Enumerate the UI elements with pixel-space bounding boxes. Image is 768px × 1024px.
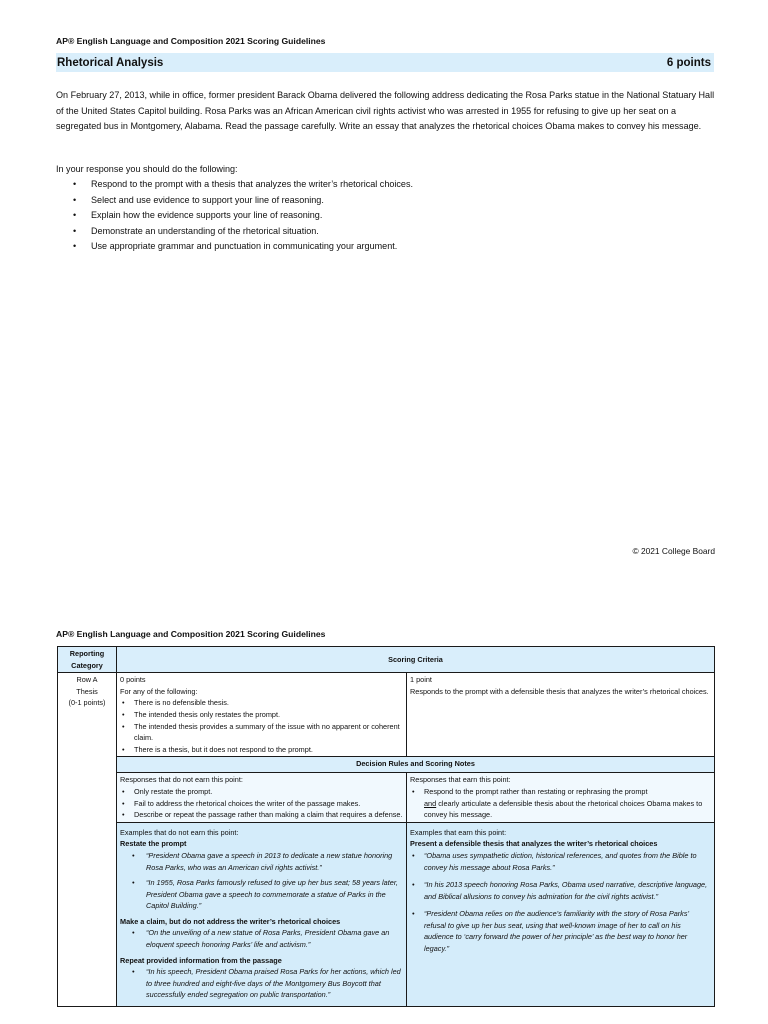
present-heading: Present a defensible thesis that analyzes the writer’s rhetorical choices [410,839,658,849]
ex-earn-heading: Examples that earn this point: [410,827,507,837]
repeat-heading: Repeat provided information from the passage [120,955,282,965]
prompt-intro: On February 27, 2013, while in office, former president Barack Obama delivered the following address dedicating the Rosa Parks statue in the National Statuary Hall of the United States Capitol building. Rosa Parks was an African American civil rights activist who was arrested in 1955 for refusing to give up her seat on a segregated bus in Montgomery, Alabama. Read the passage carefully. Write an essay that analyzes the rhetorical choices Obama makes to convey his message. [56,90,715,132]
section-title: Rhetorical Analysis [57,56,164,69]
list-item: • “In his speech, President Obama praised Rosa Parks for her actions, which led to three hundred and eight-five days of the Montgomery Bus Boycott that successfully ended segregation on public transportation.” [120,966,403,1001]
list-item: • Only restate the prompt. [120,786,403,798]
earn-heading: Responses that earn this point: [410,775,511,785]
list-item: • Demonstrate an understanding of the rhetorical situation. [56,224,413,240]
not-earn-examples-cell [117,822,407,1006]
section-title-band [56,53,714,72]
list-item: • Use appropriate grammar and punctuation in communicating your argument. [56,239,413,255]
row-category [58,673,117,1007]
running-head-page-2: AP® English Language and Composition 2021 Scoring Guidelines [56,629,326,639]
not-earn-heading: Responses that do not earn this point: [120,775,243,785]
response-lead: In your response you should do the following: [56,164,238,174]
list-item: • Describe or repeat the passage rather than making a claim that requires a defense. [120,809,403,821]
not-earn-rules-cell [117,773,407,822]
ex-not-heading: Examples that do not earn this point: [120,827,239,837]
row-label: Row A [76,675,98,685]
list-item: • There is no defensible thesis. [120,697,403,709]
row-name: Thesis [76,686,98,696]
one-point-label: 1 point [410,675,432,685]
copyright: © 2021 College Board [632,546,715,556]
list-item: • The intended thesis provides a summary of the issue with no apparent or coherent claim. [120,721,403,744]
list-item: • “President Obama relies on the audience’s familiarity with the story of Rosa Parks’ refusal to give up her bus seat, using that well-known image of her to call on his audience to ‘carry forward the power of her principle’ as the best way to honor her legacy.” [410,908,711,954]
running-head: AP® English Language and Composition 2021 Scoring Guidelines [56,36,326,46]
list-item: • “On the unveiling of a new statue of Rosa Parks, President Obama gave an eloquent speech honoring Parks’ life and activism.” [120,927,403,950]
scoring-criteria-header: Scoring Criteria [117,647,715,673]
section-points: 6 points [666,56,711,69]
zero-points-cell [117,673,407,757]
earn-rules-cell [407,773,715,822]
list-item: • “President Obama gave a speech in 2013 to dedicate a new statue honoring Rosa Parks, who was an American civil rights activist.” [120,850,403,873]
scoring-rubric-table [57,646,715,1007]
list-item: • The intended thesis only restates the prompt. [120,709,403,721]
reporting-category-header: Reporting Category [58,647,117,673]
one-point-description: Responds to the prompt with a defensible thesis that analyzes the writer’s rhetorical choices. [410,686,709,696]
list-item: • Select and use evidence to support your line of reasoning. [56,193,413,209]
list-item: • Respond to the prompt rather than restating or rephrasing the prompt and clearly articulate a defensible thesis about the rhetorical choices Obama makes to convey his message. [410,786,711,821]
list-item: • Explain how the evidence supports your line of reasoning. [56,208,413,224]
response-requirements [56,177,413,255]
list-item: • “Obama uses sympathetic diction, historical references, and quotes from the Bible to convey his message about Rosa Parks.” [410,850,711,873]
restate-heading: Restate the prompt [120,839,187,849]
list-item: • “In 1955, Rosa Parks famously refused to give up her bus seat; 58 years later, President Obama gave a speech to commemorate a statue of Parks in the Capitol Building.” [120,877,403,912]
list-item: • Respond to the prompt with a thesis that analyzes the writer’s rhetorical choices. [56,177,413,193]
list-item: • There is a thesis, but it does not respond to the prompt. [120,744,403,756]
one-point-cell [407,673,715,757]
claim-heading: Make a claim, but do not address the writer’s rhetorical choices [120,916,341,926]
list-item: • Fail to address the rhetorical choices the writer of the passage makes. [120,798,403,810]
earn-examples-cell [407,822,715,1006]
zero-points-lead: For any of the following: [120,686,198,696]
decision-rules-header: Decision Rules and Scoring Notes [117,757,715,773]
list-item: • “In his 2013 speech honoring Rosa Parks, Obama used narrative, descriptive language, and Biblical allusions to convey his admiration for the civil rights activist.” [410,879,711,902]
row-points: (0-1 points) [68,698,106,708]
zero-points-label: 0 points [120,675,146,685]
